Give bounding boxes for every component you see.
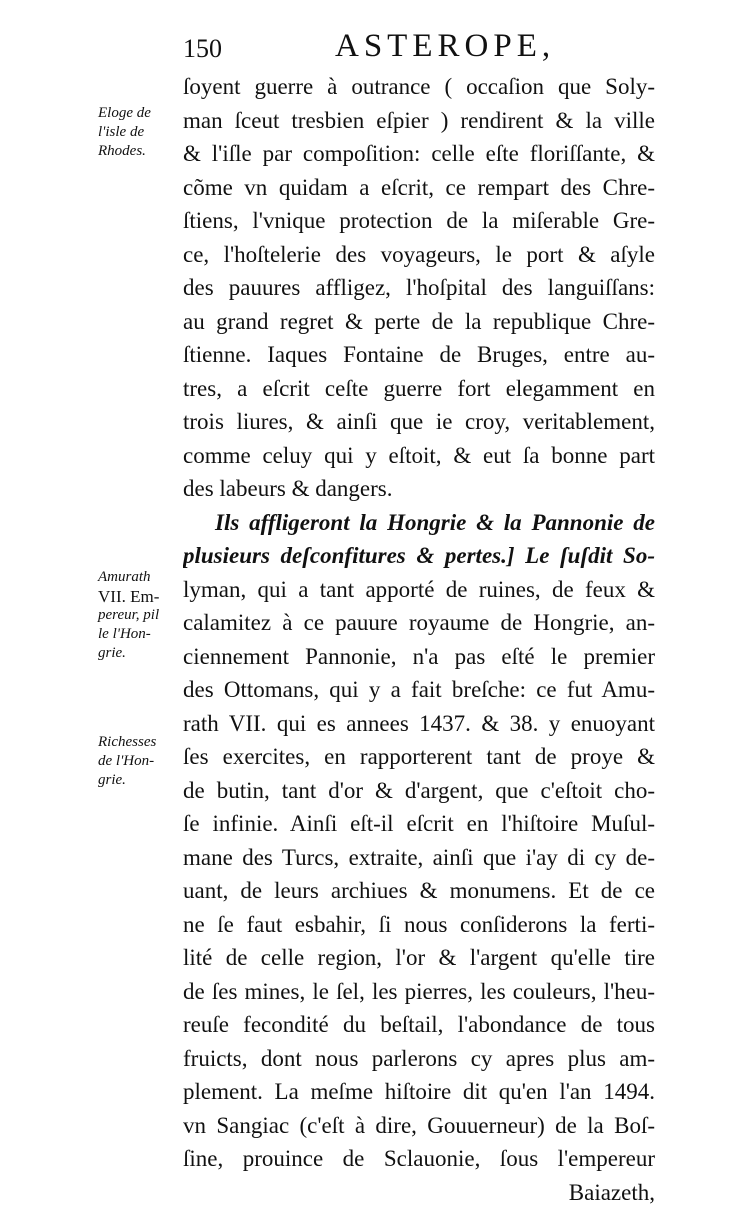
text-line: lyman, qui a tant apporté de ruines, de feux &	[183, 573, 655, 607]
margin-note-amurath	[98, 568, 180, 663]
text-line: trois liures, & ainſi que ie croy, veritablement,	[183, 405, 655, 439]
quoted-verse-line: plusieurs deſconfitures & pertes.] Le ſuſdit So-	[183, 539, 655, 573]
text-line: des Ottomans, qui y a fait breſche: ce fut Amu-	[183, 673, 655, 707]
margin-note-line: VII. Em-	[98, 587, 180, 606]
margin-note-rhodes	[98, 104, 180, 161]
running-head: ASTEROPE,	[335, 28, 555, 65]
text-line: & l'iſle par compoſition: celle eſte floriſſante, &	[183, 137, 655, 171]
text-line: de butin, tant d'or & d'argent, que c'eſtoit cho-	[183, 774, 655, 808]
margin-note-line: grie.	[98, 771, 180, 790]
text-line: reuſe fecondité du beſtail, l'abondance de tous	[183, 1008, 655, 1042]
text-line: ſtiens, l'vnique protection de la miſerable Gre-	[183, 204, 655, 238]
margin-note-line: grie.	[98, 644, 180, 663]
text-line: mane des Turcs, extraite, ainſi que i'ay di cy de-	[183, 841, 655, 875]
text-line: man ſceut tresbien eſpier ) rendirent & la ville	[183, 104, 655, 138]
text-line: tres, a eſcrit ceſte guerre fort elegamment en	[183, 372, 655, 406]
page-header	[183, 28, 659, 72]
text-line: comme celuy qui y eſtoit, & eut ſa bonne part	[183, 439, 655, 473]
text-line: plement. La meſme hiſtoire dit qu'en l'an 1494.	[183, 1075, 655, 1109]
margin-note-line: Richesses	[98, 733, 180, 752]
text-line: ne ſe faut esbahir, ſi nous conſiderons la ferti-	[183, 908, 655, 942]
text-line: rath VII. qui es annees 1437. & 38. y enuoyant	[183, 707, 655, 741]
text-line: lité de celle region, l'or & l'argent qu'elle tire	[183, 941, 655, 975]
margin-note-line: de l'Hon-	[98, 752, 180, 771]
margin-note-line: Amurath	[98, 568, 180, 587]
text-line: fruicts, dont nous parlerons cy apres plus am-	[183, 1042, 655, 1076]
margin-note-line: Eloge de	[98, 104, 180, 123]
margin-note-line: Rhodes.	[98, 142, 180, 161]
body-text	[183, 70, 655, 1209]
margin-note-line: pereur, pil	[98, 606, 180, 625]
text-line: vn Sangiac (c'eſt à dire, Gouuerneur) de la Boſ-	[183, 1109, 655, 1143]
margin-note-richesses	[98, 733, 180, 790]
text-line: des labeurs & dangers.	[183, 472, 655, 506]
text-line: ce, l'hoſtelerie des voyageurs, le port & aſyle	[183, 238, 655, 272]
page-number: 150	[183, 34, 222, 64]
text-line: ſe infinie. Ainſi eſt-il eſcrit en l'hiſtoire Muſul-	[183, 807, 655, 841]
text-line: uant, de leurs archiues & monumens. Et de ce	[183, 874, 655, 908]
text-line: ſoyent guerre à outrance ( occaſion que Soly-	[183, 70, 655, 104]
margin-note-line: le l'Hon-	[98, 625, 180, 644]
text-line: des pauures affligez, l'hoſpital des languiſſans:	[183, 271, 655, 305]
text-line: ciennement Pannonie, n'a pas eſté le premier	[183, 640, 655, 674]
margin-note-line: l'isle de	[98, 123, 180, 142]
text-line: ſtienne. Iaques Fontaine de Bruges, entre au-	[183, 338, 655, 372]
text-line: cõme vn quidam a eſcrit, ce rempart des Chre-	[183, 171, 655, 205]
quoted-verse-line: Ils affligeront la Hongrie & la Pannonie de	[183, 506, 655, 540]
text-line: ſes exercites, en rapporterent tant de proye &	[183, 740, 655, 774]
text-line: au grand regret & perte de la republique Chre-	[183, 305, 655, 339]
text-line: calamitez à ce pauure royaume de Hongrie, an-	[183, 606, 655, 640]
catchword: Baiazeth,	[183, 1176, 655, 1209]
text-line: de ſes mines, le ſel, les pierres, les couleurs, l'heu-	[183, 975, 655, 1009]
text-line: ſine, prouince de Sclauonie, ſous l'empereur	[183, 1142, 655, 1176]
